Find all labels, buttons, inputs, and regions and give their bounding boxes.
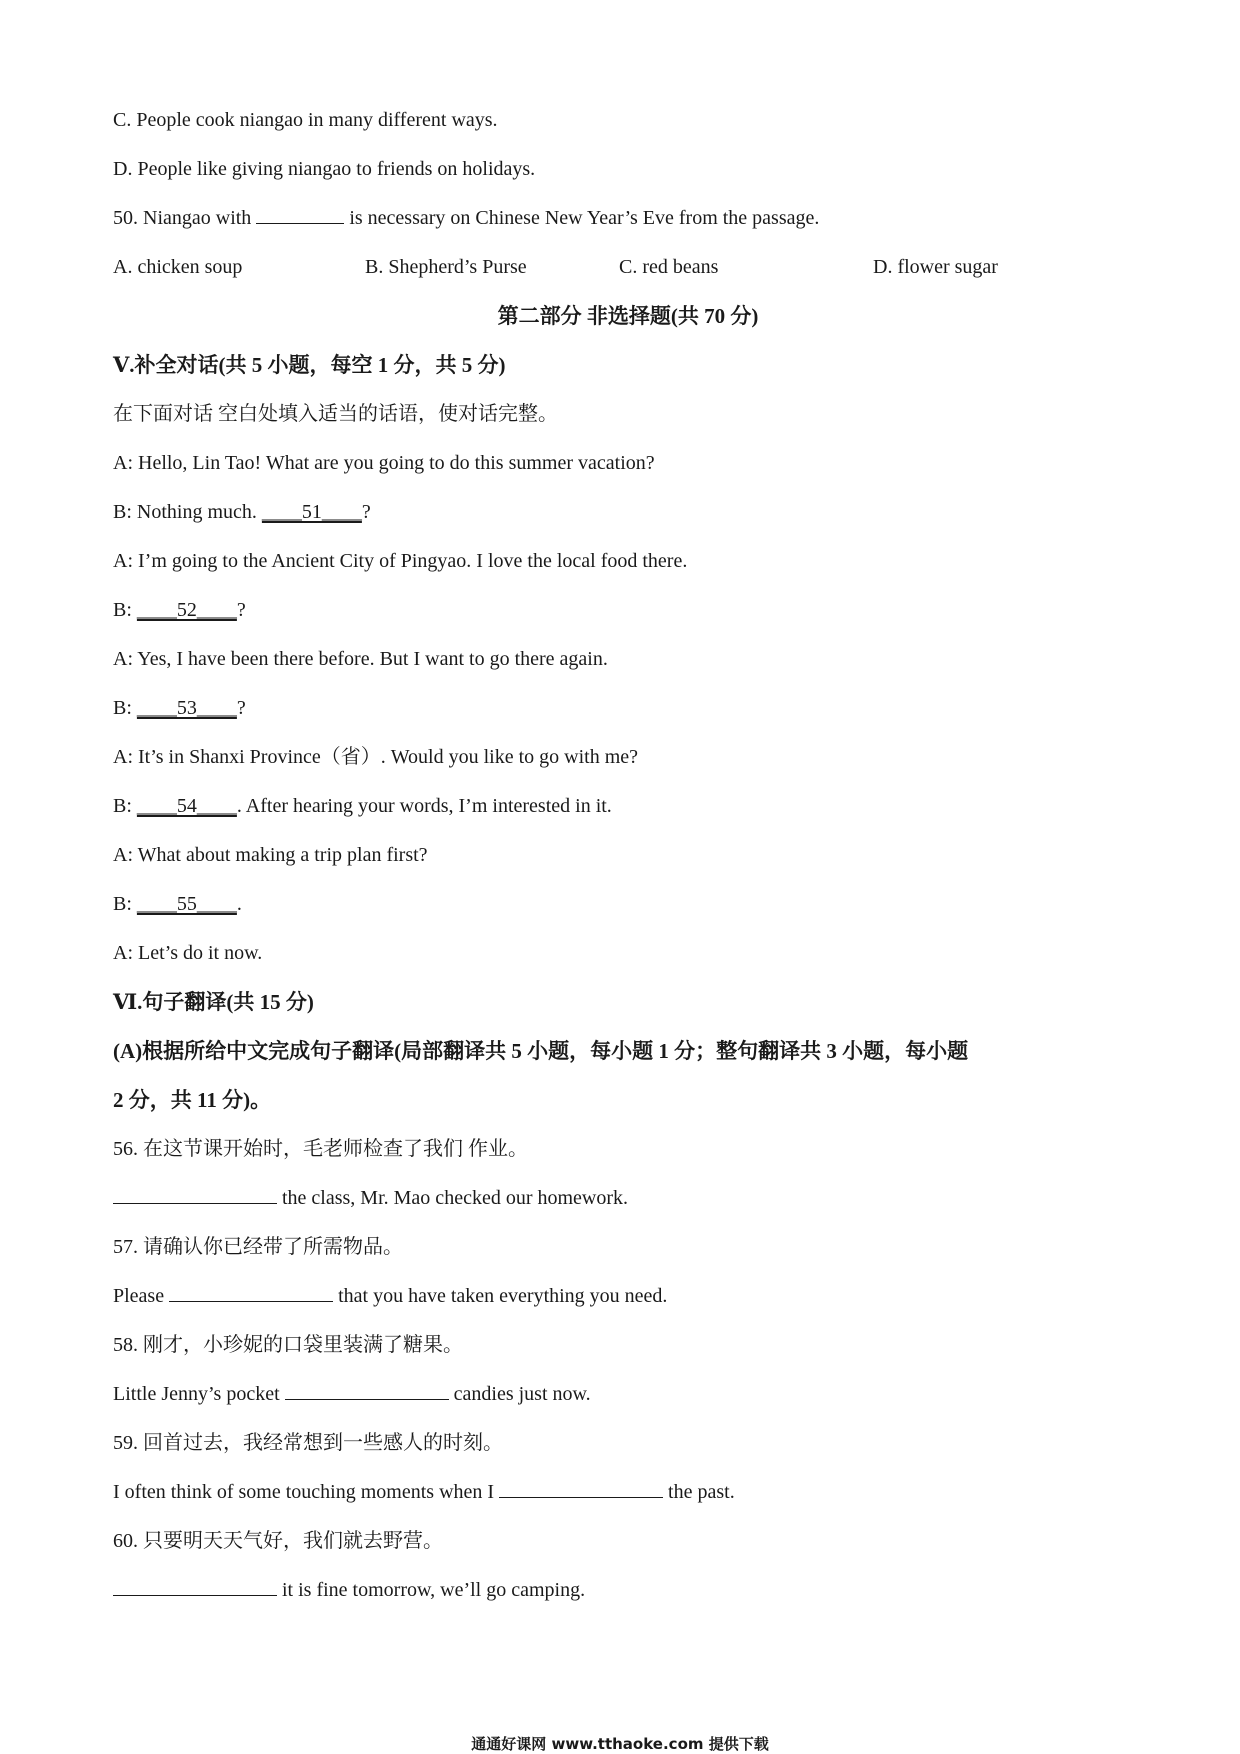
q50-option-d: D. flower sugar (873, 256, 998, 278)
answer-blank[interactable] (113, 1185, 277, 1204)
dialogue-line: A: Yes, I have been there before. But I want to go there again. (113, 648, 608, 670)
answer-text: Little Jenny’s pocket (113, 1383, 285, 1405)
section5-instruction: 在下面对话 空白处填入适当的话语，使对话完整。 (113, 403, 558, 425)
answer-blank[interactable] (113, 1577, 277, 1596)
translation-answer-58 (113, 1370, 1143, 1419)
q49-option-c: C. People cook niangao in many different ways. (113, 109, 498, 131)
q50-stem-before: 50. Niangao with (113, 207, 252, 229)
answer-blank-53[interactable]: ____53____ (136, 697, 237, 719)
translation-answer-57 (113, 1272, 1143, 1321)
translation-prompt-59: 59. 回首过去，我经常想到一些感人的时刻。 (113, 1432, 503, 1454)
dialogue-text: ? (236, 697, 246, 719)
dialogue-text: B: (113, 697, 137, 719)
q50-stem (113, 194, 1143, 243)
translation-prompt-57: 57. 请确认你已经带了所需物品。 (113, 1236, 403, 1258)
dialogue-text: . (236, 893, 242, 915)
answer-blank-54[interactable]: ____54____ (136, 795, 237, 817)
part-two-title: 第二部分 非选择题(共 70 分) (497, 304, 759, 328)
dialogue-text: B: (113, 599, 137, 621)
q50-option-a: A. chicken soup (113, 256, 243, 278)
answer-text: candies just now. (448, 1383, 591, 1405)
dialogue-text: ? (236, 599, 246, 621)
dialogue-line (113, 684, 1143, 733)
answer-text: I often think of some touching moments when I (113, 1481, 500, 1503)
dialogue-line (113, 880, 1143, 929)
answer-blank-51[interactable]: ____51____ (261, 501, 362, 523)
answer-blank[interactable] (499, 1479, 663, 1498)
page-footer: 通通好课网 www.tthaoke.com 提供下载 (471, 1735, 769, 1753)
translation-answer-56 (113, 1174, 1143, 1223)
dialogue-text: B: (113, 893, 137, 915)
q50-options (113, 243, 1143, 292)
dialogue-line (113, 782, 1143, 831)
dialogue-text: B: Nothing much. (113, 501, 262, 523)
answer-blank[interactable] (169, 1283, 333, 1302)
q50-option-b: B. Shepherd’s Purse (365, 256, 527, 278)
q50-option-c: C. red beans (619, 256, 719, 278)
translation-answer-60 (113, 1566, 1143, 1615)
answer-text: the class, Mr. Mao checked our homework. (277, 1187, 629, 1209)
answer-blank[interactable] (285, 1381, 449, 1400)
section6-subtitle: (A)根据所给中文完成句子翻译(局部翻译共 5 小题，每小题 1 分；整句翻译共 3 小题，每小题 (113, 1039, 969, 1063)
answer-blank[interactable] (256, 205, 344, 224)
answer-text: it is fine tomorrow, we’ll go camping. (277, 1579, 586, 1601)
dialogue-line (113, 488, 1143, 537)
dialogue-line: A: What about making a trip plan first? (113, 844, 428, 866)
translation-prompt-60: 60. 只要明天天气好，我们就去野营。 (113, 1530, 443, 1552)
q50-stem-after: is necessary on Chinese New Year’s Eve from the passage. (349, 207, 820, 229)
answer-blank-55[interactable]: ____55____ (136, 893, 237, 915)
dialogue-text: B: (113, 795, 137, 817)
section6-subtitle: 2 分，共 11 分)。 (113, 1088, 272, 1112)
answer-text: that you have taken everything you need. (333, 1285, 668, 1307)
translation-answer-59 (113, 1468, 1143, 1517)
dialogue-text: . After hearing your words, I’m interested in it. (236, 795, 612, 817)
answer-text: the past. (663, 1481, 735, 1503)
translation-prompt-56: 56. 在这节课开始时，毛老师检查了我们 作业。 (113, 1138, 528, 1160)
section5-title: Ⅴ.补全对话(共 5 小题，每空 1 分，共 5 分) (113, 353, 506, 377)
dialogue-line: A: I’m going to the Ancient City of Pingyao. I love the local food there. (113, 550, 688, 572)
section6-title: Ⅵ.句子翻译(共 15 分) (113, 990, 314, 1014)
document-page (113, 96, 1143, 1615)
answer-text: Please (113, 1285, 170, 1307)
dialogue-line: A: It’s in Shanxi Province（省）. Would you like to go with me? (113, 746, 639, 768)
dialogue-line: A: Hello, Lin Tao! What are you going to do this summer vacation? (113, 452, 655, 474)
answer-blank-52[interactable]: ____52____ (136, 599, 237, 621)
translation-prompt-58: 58. 刚才，小珍妮的口袋里装满了糖果。 (113, 1334, 463, 1356)
dialogue-text: ? (361, 501, 371, 523)
dialogue-line: A: Let’s do it now. (113, 942, 263, 964)
dialogue-line (113, 586, 1143, 635)
q49-option-d: D. People like giving niangao to friends on holidays. (113, 158, 536, 180)
